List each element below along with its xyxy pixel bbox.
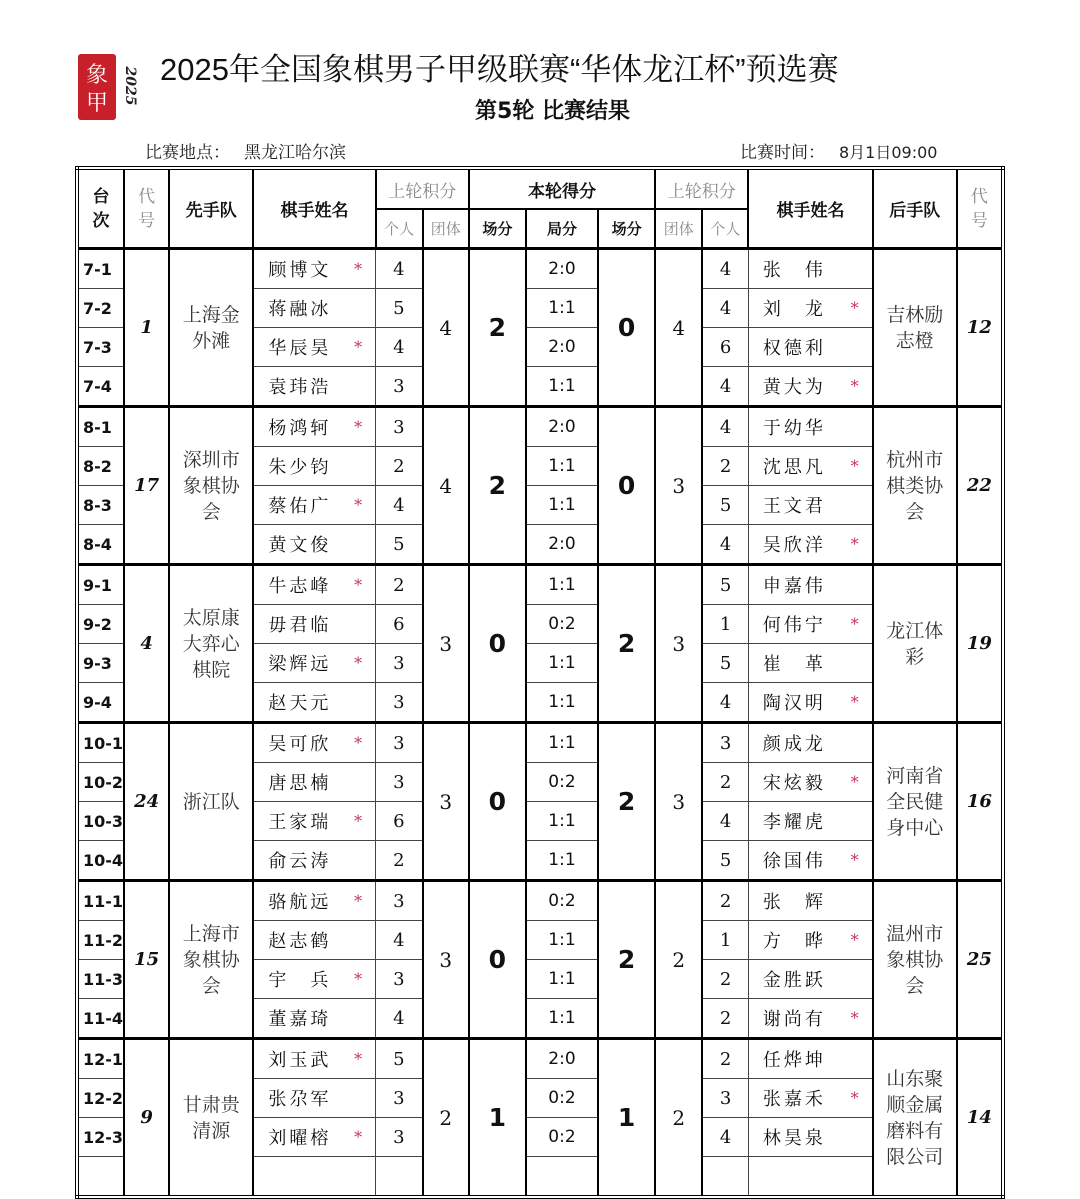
away-player-name bbox=[748, 486, 872, 525]
home-team-prev-points: 4 bbox=[423, 407, 469, 565]
home-player-name bbox=[253, 960, 375, 999]
away-player-prev-points: 2 bbox=[702, 763, 748, 802]
home-player-prev-points bbox=[376, 1157, 423, 1198]
home-player-name bbox=[253, 289, 375, 328]
board-number: 11-3 bbox=[77, 960, 124, 999]
player-name-text: 黄大为 bbox=[762, 377, 826, 398]
away-player-name bbox=[748, 1118, 872, 1157]
player-name-text: 蒋融冰 bbox=[268, 299, 332, 320]
player-name-text: 申嘉伟 bbox=[762, 576, 826, 597]
red-piece-star-icon: * bbox=[354, 969, 366, 989]
away-player-prev-points: 4 bbox=[702, 802, 748, 841]
away-match-points: 0 bbox=[598, 249, 655, 407]
board-number bbox=[77, 1157, 124, 1198]
home-player-prev-points: 4 bbox=[376, 249, 423, 289]
game-score: 1:1 bbox=[526, 841, 598, 881]
game-score: 0:2 bbox=[526, 605, 598, 644]
away-team-prev-points: 3 bbox=[655, 565, 702, 723]
home-player-name bbox=[253, 683, 375, 723]
red-piece-star-icon: * bbox=[850, 376, 862, 396]
venue-value: 黑龙江哈尔滨 bbox=[244, 143, 346, 163]
board-number: 9-1 bbox=[77, 565, 124, 605]
red-piece-star-icon: * bbox=[354, 259, 366, 279]
player-name-text: 顾博文 bbox=[268, 260, 332, 281]
home-match-points: 0 bbox=[469, 881, 526, 1039]
away-player-prev-points: 4 bbox=[702, 289, 748, 328]
home-player-name bbox=[253, 723, 375, 763]
home-match-points: 2 bbox=[469, 407, 526, 565]
player-name-text: 董嘉琦 bbox=[268, 1009, 332, 1030]
away-player-prev-points: 2 bbox=[702, 960, 748, 999]
header-home-individual: 个人 bbox=[376, 209, 423, 249]
home-player-name bbox=[253, 486, 375, 525]
results-body bbox=[77, 249, 1003, 1198]
away-player-name bbox=[748, 407, 872, 447]
away-player-prev-points: 4 bbox=[702, 1118, 748, 1157]
home-team-code: 9 bbox=[124, 1039, 169, 1198]
away-player-prev-points: 2 bbox=[702, 881, 748, 921]
red-piece-star-icon: * bbox=[850, 456, 862, 476]
home-player-prev-points: 3 bbox=[376, 407, 423, 447]
away-player-name bbox=[748, 565, 872, 605]
away-player-name bbox=[748, 1157, 872, 1198]
away-player-name bbox=[748, 447, 872, 486]
home-team-code: 17 bbox=[124, 407, 169, 565]
home-team-prev-points: 3 bbox=[423, 723, 469, 881]
away-player-name bbox=[748, 960, 872, 999]
home-player-name bbox=[253, 921, 375, 960]
player-name-text: 赵天元 bbox=[268, 693, 332, 714]
away-player-prev-points: 3 bbox=[702, 1079, 748, 1118]
away-team-name: 温州市象棋协会 bbox=[873, 881, 957, 1039]
away-player-name bbox=[748, 289, 872, 328]
home-player-name bbox=[253, 328, 375, 367]
time-value: 8月1日09:00 bbox=[839, 143, 938, 162]
away-player-name bbox=[748, 644, 872, 683]
player-name-text: 沈思凡 bbox=[762, 457, 826, 478]
red-piece-star-icon: * bbox=[354, 811, 366, 831]
home-player-prev-points: 4 bbox=[376, 486, 423, 525]
game-score: 2:0 bbox=[526, 1039, 598, 1079]
venue-label: 比赛地点： bbox=[145, 143, 230, 163]
player-name-text: 刘玉武 bbox=[268, 1050, 332, 1071]
away-player-prev-points: 5 bbox=[702, 841, 748, 881]
player-name-text: 张 辉 bbox=[762, 892, 826, 913]
red-piece-star-icon: * bbox=[850, 1008, 862, 1028]
home-player-name bbox=[253, 644, 375, 683]
red-piece-star-icon: * bbox=[354, 733, 366, 753]
red-piece-star-icon: * bbox=[354, 1127, 366, 1147]
game-score: 1:1 bbox=[526, 486, 598, 525]
header-board: 台次 bbox=[77, 168, 124, 249]
player-name-text: 宇 兵 bbox=[268, 970, 332, 991]
home-player-name bbox=[253, 1039, 375, 1079]
home-team-name: 上海市象棋协会 bbox=[169, 881, 253, 1039]
home-player-name bbox=[253, 605, 375, 644]
home-player-prev-points: 3 bbox=[376, 683, 423, 723]
game-score: 2:0 bbox=[526, 525, 598, 565]
player-name-text: 方 晔 bbox=[762, 931, 826, 952]
away-player-prev-points: 5 bbox=[702, 565, 748, 605]
away-team-name: 龙江体彩 bbox=[873, 565, 957, 723]
away-match-points: 2 bbox=[598, 565, 655, 723]
board-number: 7-4 bbox=[77, 367, 124, 407]
board-number: 12-2 bbox=[77, 1079, 124, 1118]
player-name-text: 梁辉远 bbox=[268, 654, 332, 675]
home-player-prev-points: 4 bbox=[376, 328, 423, 367]
away-player-name bbox=[748, 249, 872, 289]
player-name-text: 崔 革 bbox=[762, 654, 826, 675]
round-subtitle: 第5轮 比赛结果 bbox=[475, 99, 630, 124]
home-team-name: 深圳市象棋协会 bbox=[169, 407, 253, 565]
player-name-text: 俞云涛 bbox=[268, 851, 332, 872]
away-player-prev-points: 4 bbox=[702, 367, 748, 407]
board-number: 11-2 bbox=[77, 921, 124, 960]
away-player-name bbox=[748, 841, 872, 881]
game-score: 1:1 bbox=[526, 960, 598, 999]
home-player-prev-points: 2 bbox=[376, 565, 423, 605]
home-player-name bbox=[253, 565, 375, 605]
home-team-code: 15 bbox=[124, 881, 169, 1039]
player-name-text: 唐思楠 bbox=[268, 773, 332, 794]
game-score: 0:2 bbox=[526, 763, 598, 802]
player-name-text: 王家瑞 bbox=[268, 812, 332, 833]
header-home-match-points: 场分 bbox=[469, 209, 526, 249]
away-player-prev-points: 5 bbox=[702, 644, 748, 683]
away-player-prev-points: 1 bbox=[702, 921, 748, 960]
away-player-name bbox=[748, 999, 872, 1039]
player-name-text: 刘曜榕 bbox=[268, 1128, 332, 1149]
player-name-text: 于幼华 bbox=[762, 418, 826, 439]
home-player-prev-points: 3 bbox=[376, 367, 423, 407]
home-player-name bbox=[253, 881, 375, 921]
board-number: 10-2 bbox=[77, 763, 124, 802]
game-score: 2:0 bbox=[526, 249, 598, 289]
home-team-name: 太原康大弈心棋院 bbox=[169, 565, 253, 723]
home-player-prev-points: 3 bbox=[376, 723, 423, 763]
away-team-code: 12 bbox=[957, 249, 1003, 407]
away-player-name bbox=[748, 683, 872, 723]
player-name-text: 李耀虎 bbox=[762, 812, 826, 833]
away-player-name bbox=[748, 525, 872, 565]
header-game-score: 局分 bbox=[526, 209, 598, 249]
home-team-name: 甘肃贵清源 bbox=[169, 1039, 253, 1198]
away-player-prev-points bbox=[702, 1157, 748, 1198]
board-number: 11-1 bbox=[77, 881, 124, 921]
away-player-name bbox=[748, 328, 872, 367]
away-team-name: 杭州市棋类协会 bbox=[873, 407, 957, 565]
home-team-name: 上海金外滩 bbox=[169, 249, 253, 407]
red-piece-star-icon: * bbox=[354, 495, 366, 515]
away-player-name bbox=[748, 367, 872, 407]
home-player-name bbox=[253, 1118, 375, 1157]
player-name-text: 骆航远 bbox=[268, 892, 332, 913]
away-match-points: 2 bbox=[598, 723, 655, 881]
game-score: 1:1 bbox=[526, 802, 598, 841]
player-name-text: 牛志峰 bbox=[268, 576, 332, 597]
home-player-prev-points: 3 bbox=[376, 881, 423, 921]
home-match-points: 2 bbox=[469, 249, 526, 407]
away-team-prev-points: 3 bbox=[655, 407, 702, 565]
home-team-prev-points: 2 bbox=[423, 1039, 469, 1198]
home-player-name bbox=[253, 1157, 375, 1198]
board-number: 12-3 bbox=[77, 1118, 124, 1157]
away-team-prev-points: 4 bbox=[655, 249, 702, 407]
player-name-text: 张尕军 bbox=[268, 1089, 332, 1110]
player-name-text: 权德利 bbox=[762, 338, 826, 359]
home-player-prev-points: 2 bbox=[376, 447, 423, 486]
table-row bbox=[77, 565, 1003, 605]
away-match-points: 0 bbox=[598, 407, 655, 565]
home-player-prev-points: 3 bbox=[376, 960, 423, 999]
player-name-text: 林昊泉 bbox=[762, 1128, 826, 1149]
red-piece-star-icon: * bbox=[354, 891, 366, 911]
home-player-name bbox=[253, 802, 375, 841]
away-player-prev-points: 6 bbox=[702, 328, 748, 367]
game-score: 1:1 bbox=[526, 683, 598, 723]
game-score bbox=[526, 1157, 598, 1198]
home-player-name bbox=[253, 1079, 375, 1118]
game-score: 0:2 bbox=[526, 1118, 598, 1157]
board-number: 7-3 bbox=[77, 328, 124, 367]
game-score: 1:1 bbox=[526, 999, 598, 1039]
away-match-points: 1 bbox=[598, 1039, 655, 1198]
player-name-text: 陶汉明 bbox=[762, 693, 826, 714]
header-home-code: 代号 bbox=[124, 168, 169, 249]
board-number: 9-3 bbox=[77, 644, 124, 683]
away-team-name: 山东聚顺金属磨料有限公司 bbox=[873, 1039, 957, 1198]
away-player-name bbox=[748, 723, 872, 763]
home-player-name bbox=[253, 367, 375, 407]
player-name-text: 张嘉禾 bbox=[762, 1089, 826, 1110]
red-piece-star-icon: * bbox=[354, 1049, 366, 1069]
player-name-text: 吴欣洋 bbox=[762, 535, 826, 556]
home-player-name bbox=[253, 999, 375, 1039]
home-player-name bbox=[253, 841, 375, 881]
header-away-match-points: 场分 bbox=[598, 209, 655, 249]
svg-text:象: 象 bbox=[85, 63, 109, 88]
home-player-prev-points: 5 bbox=[376, 1039, 423, 1079]
red-piece-star-icon: * bbox=[354, 417, 366, 437]
home-player-prev-points: 2 bbox=[376, 841, 423, 881]
home-team-prev-points: 3 bbox=[423, 565, 469, 723]
away-player-prev-points: 4 bbox=[702, 683, 748, 723]
header-away-prev-points: 上轮积分 bbox=[655, 168, 748, 209]
board-number: 7-2 bbox=[77, 289, 124, 328]
away-team-code: 25 bbox=[957, 881, 1003, 1039]
player-name-text: 袁玮浩 bbox=[268, 377, 332, 398]
away-team-name: 吉林励志橙 bbox=[873, 249, 957, 407]
board-number: 9-2 bbox=[77, 605, 124, 644]
away-player-prev-points: 5 bbox=[702, 486, 748, 525]
away-player-prev-points: 4 bbox=[702, 525, 748, 565]
home-match-points: 1 bbox=[469, 1039, 526, 1198]
red-piece-star-icon: * bbox=[850, 692, 862, 712]
header-home-prev-points: 上轮积分 bbox=[376, 168, 469, 209]
home-player-prev-points: 4 bbox=[376, 999, 423, 1039]
home-team-prev-points: 4 bbox=[423, 249, 469, 407]
home-team-name: 浙江队 bbox=[169, 723, 253, 881]
home-player-name bbox=[253, 447, 375, 486]
away-player-prev-points: 4 bbox=[702, 249, 748, 289]
svg-text:2025: 2025 bbox=[122, 66, 138, 106]
home-team-code: 24 bbox=[124, 723, 169, 881]
away-player-prev-points: 2 bbox=[702, 999, 748, 1039]
home-player-prev-points: 5 bbox=[376, 525, 423, 565]
header-home-team: 先手队 bbox=[169, 168, 253, 249]
home-player-name bbox=[253, 249, 375, 289]
player-name-text: 张 伟 bbox=[762, 260, 826, 281]
away-team-prev-points: 2 bbox=[655, 881, 702, 1039]
header-round-score: 本轮得分 bbox=[469, 168, 655, 209]
game-score: 1:1 bbox=[526, 447, 598, 486]
home-player-prev-points: 3 bbox=[376, 763, 423, 802]
time-info bbox=[740, 138, 937, 163]
away-match-points: 2 bbox=[598, 881, 655, 1039]
player-name-text: 何伟宁 bbox=[762, 615, 826, 636]
red-piece-star-icon: * bbox=[850, 772, 862, 792]
away-player-name bbox=[748, 802, 872, 841]
board-number: 10-1 bbox=[77, 723, 124, 763]
header-home-player: 棋手姓名 bbox=[253, 168, 375, 249]
player-name-text: 赵志鹤 bbox=[268, 931, 332, 952]
red-piece-star-icon: * bbox=[850, 850, 862, 870]
home-player-name bbox=[253, 525, 375, 565]
results-table-container bbox=[75, 166, 1007, 1176]
board-number: 12-1 bbox=[77, 1039, 124, 1079]
away-player-prev-points: 2 bbox=[702, 447, 748, 486]
header-home-team-pts: 团体 bbox=[423, 209, 469, 249]
venue-info bbox=[145, 138, 346, 163]
player-name-text: 华辰昊 bbox=[268, 338, 332, 359]
home-player-name bbox=[253, 407, 375, 447]
board-number: 11-4 bbox=[77, 999, 124, 1039]
player-name-text: 颜成龙 bbox=[762, 734, 826, 755]
red-piece-star-icon: * bbox=[354, 337, 366, 357]
game-score: 1:1 bbox=[526, 921, 598, 960]
away-player-name bbox=[748, 881, 872, 921]
away-player-name bbox=[748, 763, 872, 802]
away-player-prev-points: 3 bbox=[702, 723, 748, 763]
board-number: 7-1 bbox=[77, 249, 124, 289]
board-number: 8-4 bbox=[77, 525, 124, 565]
table-row bbox=[77, 723, 1003, 763]
away-team-code: 16 bbox=[957, 723, 1003, 881]
home-match-points: 0 bbox=[469, 723, 526, 881]
home-player-prev-points: 3 bbox=[376, 1118, 423, 1157]
home-player-prev-points: 6 bbox=[376, 802, 423, 841]
game-score: 1:1 bbox=[526, 565, 598, 605]
home-player-prev-points: 3 bbox=[376, 644, 423, 683]
red-piece-star-icon: * bbox=[850, 614, 862, 634]
player-name-text: 黄文俊 bbox=[268, 535, 332, 556]
red-piece-star-icon: * bbox=[354, 653, 366, 673]
away-player-name bbox=[748, 605, 872, 644]
header-away-team: 后手队 bbox=[873, 168, 957, 249]
away-player-prev-points: 4 bbox=[702, 407, 748, 447]
player-name-text: 吴可欣 bbox=[268, 734, 332, 755]
game-score: 1:1 bbox=[526, 367, 598, 407]
red-piece-star-icon: * bbox=[850, 534, 862, 554]
header-away-individual: 个人 bbox=[702, 209, 748, 249]
board-number: 8-1 bbox=[77, 407, 124, 447]
home-team-code: 1 bbox=[124, 249, 169, 407]
board-number: 10-4 bbox=[77, 841, 124, 881]
red-piece-star-icon: * bbox=[850, 298, 862, 318]
home-player-prev-points: 4 bbox=[376, 921, 423, 960]
svg-text:甲: 甲 bbox=[85, 91, 109, 116]
header-away-code: 代号 bbox=[957, 168, 1003, 249]
red-piece-star-icon: * bbox=[850, 930, 862, 950]
board-number: 10-3 bbox=[77, 802, 124, 841]
player-name-text: 毋君临 bbox=[268, 615, 332, 636]
game-score: 1:1 bbox=[526, 289, 598, 328]
player-name-text: 徐国伟 bbox=[762, 851, 826, 872]
game-score: 2:0 bbox=[526, 328, 598, 367]
board-number: 9-4 bbox=[77, 683, 124, 723]
away-team-code: 22 bbox=[957, 407, 1003, 565]
away-team-code: 19 bbox=[957, 565, 1003, 723]
time-label: 比赛时间： bbox=[740, 143, 825, 163]
game-score: 1:1 bbox=[526, 644, 598, 683]
away-player-prev-points: 2 bbox=[702, 1039, 748, 1079]
away-team-prev-points: 2 bbox=[655, 1039, 702, 1198]
results-table bbox=[75, 166, 1005, 1199]
home-player-prev-points: 5 bbox=[376, 289, 423, 328]
away-player-name bbox=[748, 1079, 872, 1118]
player-name-text: 任烨坤 bbox=[762, 1050, 826, 1071]
table-row bbox=[77, 407, 1003, 447]
away-team-prev-points: 3 bbox=[655, 723, 702, 881]
player-name-text: 刘 龙 bbox=[762, 299, 826, 320]
player-name-text: 谢尚有 bbox=[762, 1009, 826, 1030]
away-player-prev-points: 1 bbox=[702, 605, 748, 644]
player-name-text: 杨鸿轲 bbox=[268, 418, 332, 439]
player-name-text: 朱少钧 bbox=[268, 457, 332, 478]
home-player-prev-points: 3 bbox=[376, 1079, 423, 1118]
home-player-prev-points: 6 bbox=[376, 605, 423, 644]
table-row bbox=[77, 881, 1003, 921]
board-number: 8-2 bbox=[77, 447, 124, 486]
home-team-prev-points: 3 bbox=[423, 881, 469, 1039]
board-number: 8-3 bbox=[77, 486, 124, 525]
game-score: 0:2 bbox=[526, 1079, 598, 1118]
header-away-player: 棋手姓名 bbox=[748, 168, 872, 249]
table-row bbox=[77, 249, 1003, 289]
home-match-points: 0 bbox=[469, 565, 526, 723]
game-score: 1:1 bbox=[526, 723, 598, 763]
player-name-text: 蔡佑广 bbox=[268, 496, 332, 517]
red-piece-star-icon: * bbox=[850, 1088, 862, 1108]
header-away-team-pts: 团体 bbox=[655, 209, 702, 249]
home-team-code: 4 bbox=[124, 565, 169, 723]
red-piece-star-icon: * bbox=[354, 575, 366, 595]
away-player-name bbox=[748, 1039, 872, 1079]
game-score: 0:2 bbox=[526, 881, 598, 921]
player-name-text: 金胜跃 bbox=[762, 970, 826, 991]
away-team-code: 14 bbox=[957, 1039, 1003, 1198]
game-score: 2:0 bbox=[526, 407, 598, 447]
page-title: 2025年全国象棋男子甲级联赛“华体龙江杯”预选赛 bbox=[160, 52, 839, 87]
home-player-name bbox=[253, 763, 375, 802]
away-team-name: 河南省全民健身中心 bbox=[873, 723, 957, 881]
table-row bbox=[77, 1039, 1003, 1079]
away-player-name bbox=[748, 921, 872, 960]
player-name-text: 王文君 bbox=[762, 496, 826, 517]
player-name-text: 宋炫毅 bbox=[762, 773, 826, 794]
